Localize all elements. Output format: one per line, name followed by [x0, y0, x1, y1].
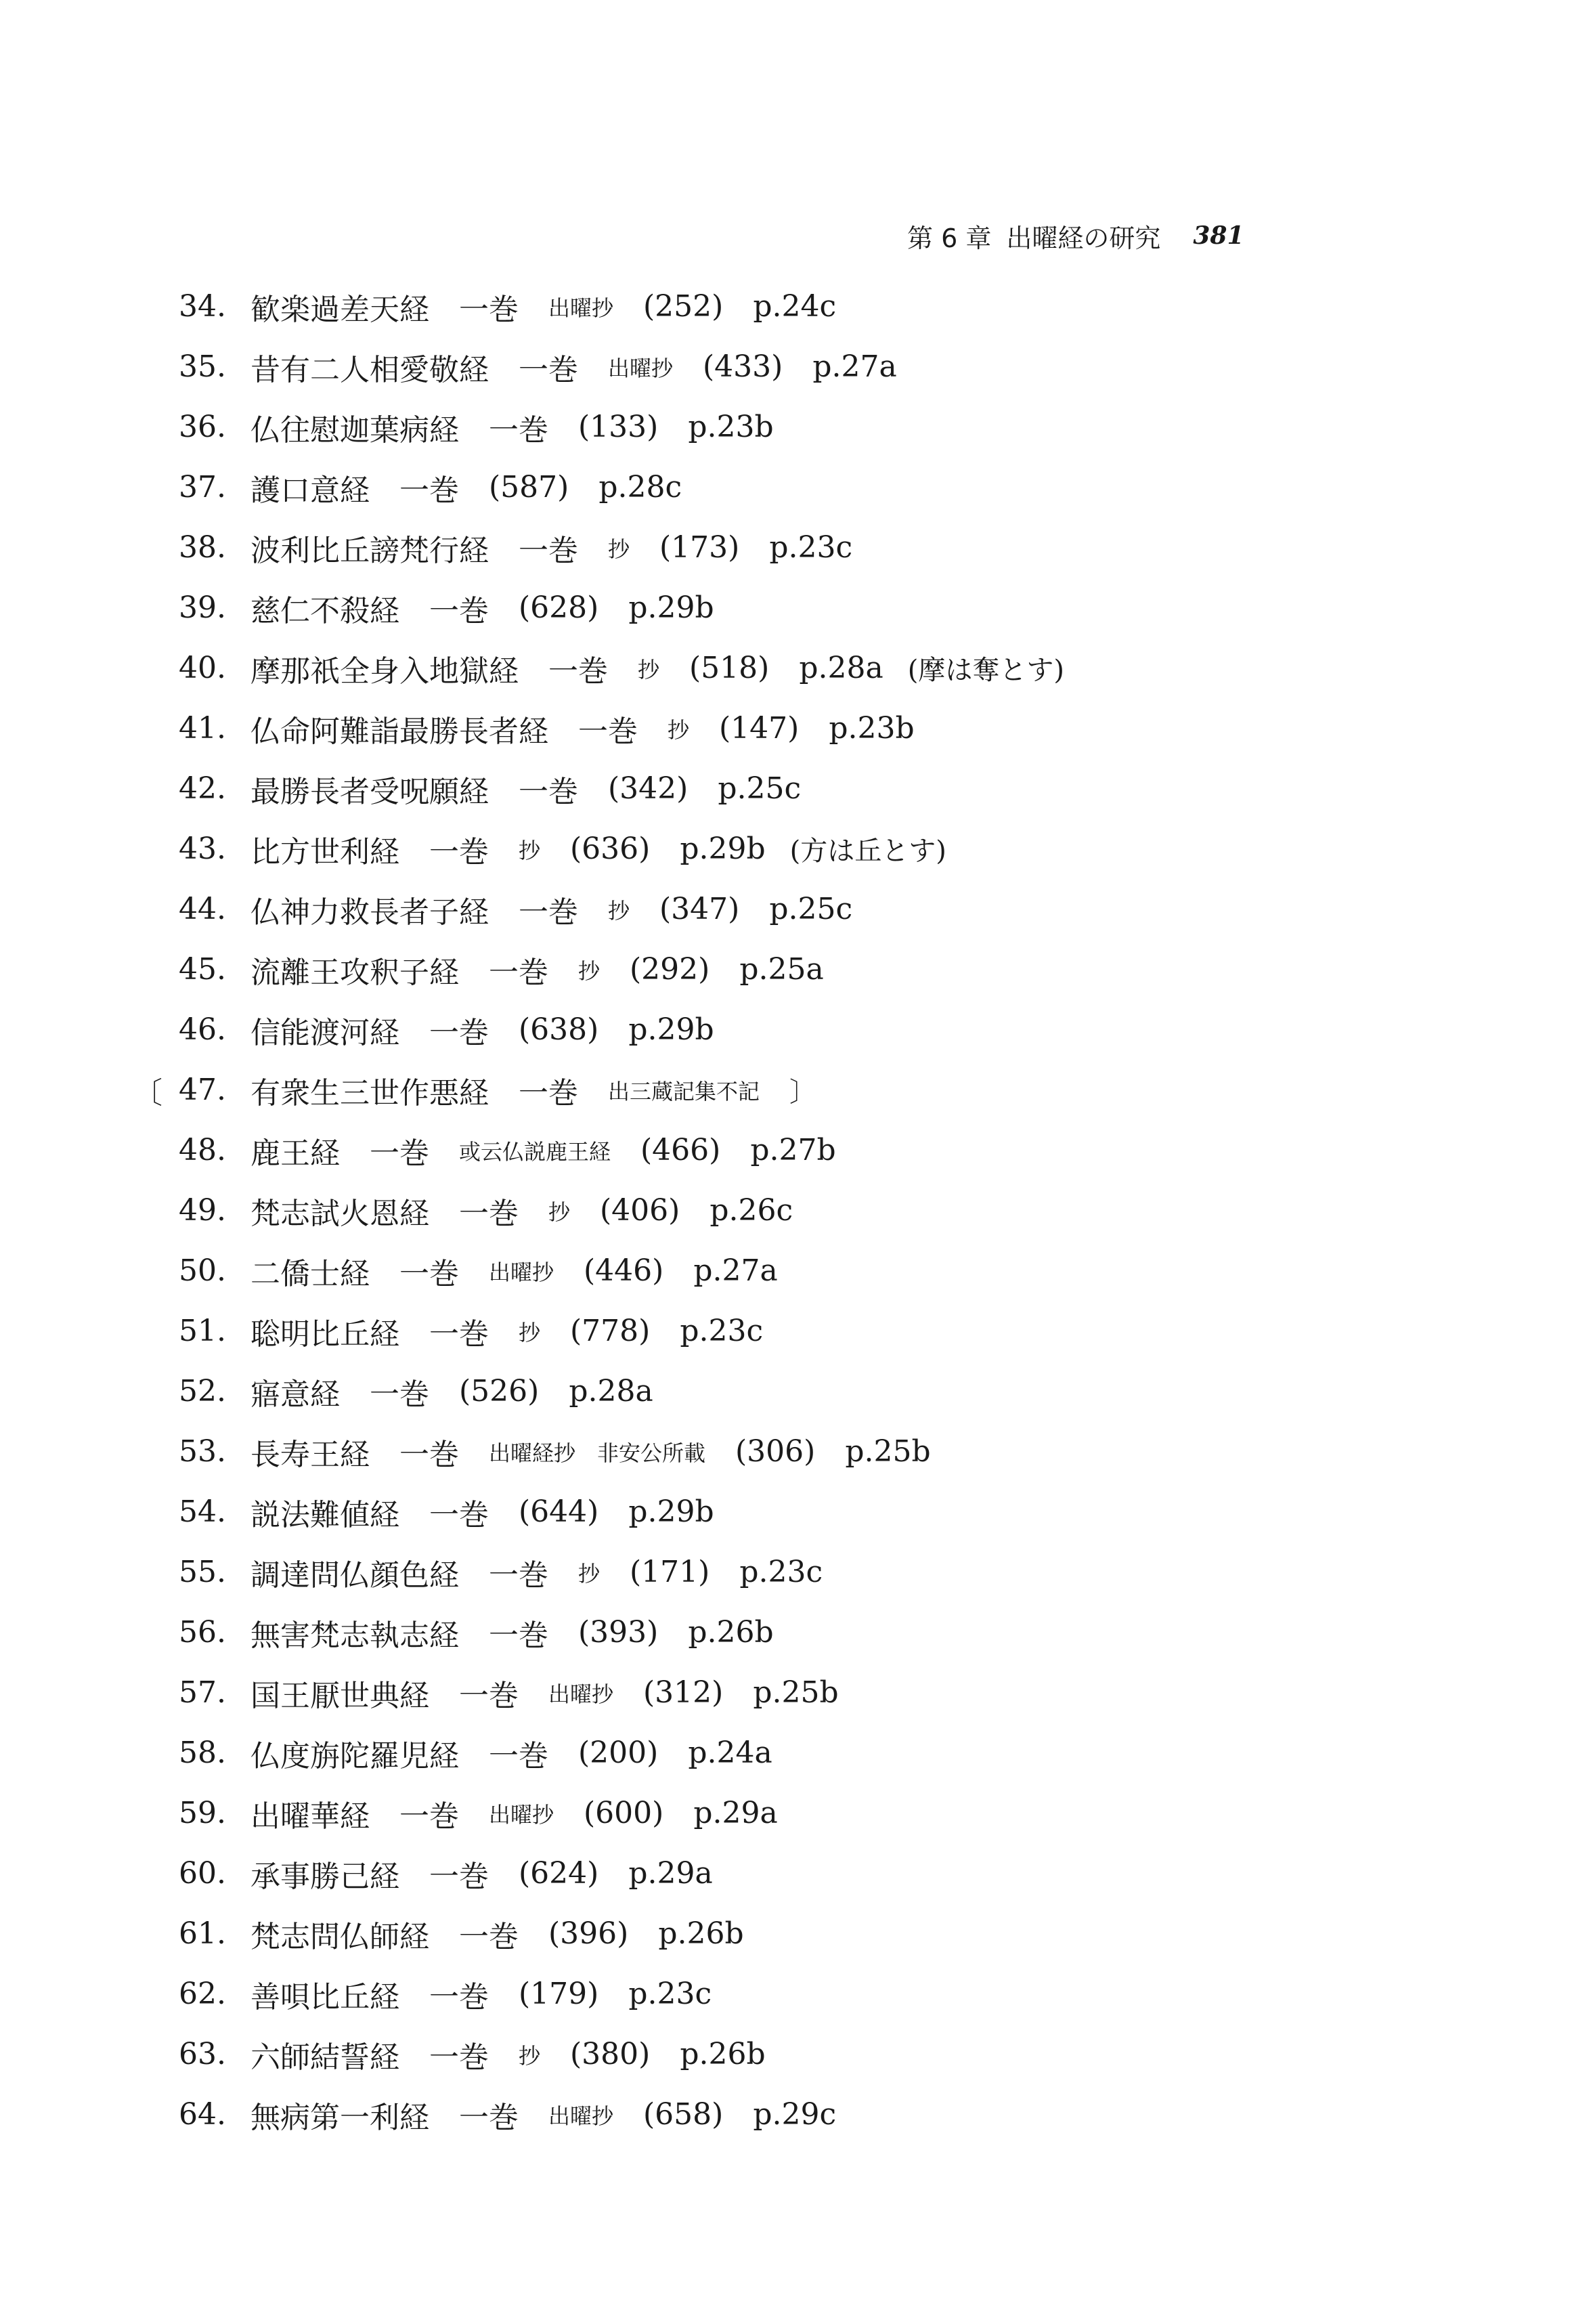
entry-number: 46.	[179, 1012, 226, 1047]
entry-title: 波利比丘謗梵行経	[250, 533, 489, 568]
entry-volume: 一巻	[459, 2100, 519, 2135]
entry-number: 42.	[179, 771, 226, 806]
entry-page-ref: p.23c	[769, 530, 853, 565]
entry-title: 調達問仏顔色経	[250, 1557, 459, 1593]
entry-title: 護口意経	[250, 473, 370, 508]
entry-number: 43.	[179, 832, 226, 866]
entry-number: 38.	[179, 530, 226, 565]
entry-note: 出曜抄	[489, 1259, 554, 1285]
entry-title: 仏神力救長者子経	[250, 895, 489, 930]
entry-code: (624)	[519, 1856, 599, 1891]
entry-title: 比方世利経	[250, 834, 399, 869]
entry-code: (396)	[548, 1916, 629, 1951]
entry-number: 45.	[179, 952, 226, 987]
entry-volume: 一巻	[399, 473, 459, 508]
entry-number: 51.	[179, 1314, 226, 1348]
entry-remark: (摩は奪とす)	[907, 655, 1064, 686]
entry-number: 64.	[179, 2097, 226, 2132]
entry-code: (518)	[689, 651, 770, 685]
entry-note: 抄	[519, 2042, 541, 2069]
entry-number: 40.	[179, 651, 226, 685]
entry-note: 出曜抄	[489, 1801, 554, 1828]
entry-volume: 一巻	[489, 1738, 548, 1773]
entry-page-ref: p.26b	[680, 2037, 766, 2071]
entry-page-ref: p.23c	[739, 1555, 823, 1589]
entry-page-ref: p.29b	[628, 1012, 714, 1047]
entry-page-ref: p.29a	[628, 1856, 713, 1891]
entry-code: (587)	[489, 470, 569, 504]
entry-title: 仏往慰迦葉病経	[250, 412, 459, 448]
entry-page-ref: p.26b	[658, 1916, 744, 1951]
list-item	[133, 1241, 1419, 1301]
entry-title: 仏度旃陀羅児経	[250, 1738, 459, 1773]
list-item	[133, 1180, 1419, 1241]
entry-title: 梵志問仏師経	[250, 1919, 429, 1954]
entry-page-ref: p.29b	[628, 590, 714, 625]
entry-number: 56.	[179, 1615, 226, 1650]
entry-page-ref: p.27b	[750, 1133, 836, 1167]
entry-note: 抄	[519, 837, 541, 863]
list-item	[133, 1120, 1419, 1180]
list-item	[133, 2024, 1419, 2084]
entry-code: (179)	[519, 1977, 599, 2011]
entry-volume: 一巻	[459, 292, 519, 327]
entry-volume: 一巻	[429, 1497, 489, 1532]
entry-page-ref: p.29c	[753, 2097, 837, 2132]
list-item	[133, 758, 1419, 819]
entry-number: 53.	[179, 1434, 226, 1469]
entry-title: 無害梵志執志経	[250, 1618, 459, 1653]
entry-volume: 一巻	[429, 1979, 489, 2015]
entry-page-ref: p.28a	[569, 1374, 653, 1408]
list-item	[133, 337, 1419, 397]
entry-code: (380)	[570, 2037, 651, 2071]
entry-title: 最勝長者受呪願経	[250, 774, 489, 809]
entry-volume: 一巻	[429, 2040, 489, 2075]
entry-title: 仏命阿難詣最勝長者経	[250, 714, 548, 749]
entry-volume: 一巻	[519, 774, 578, 809]
entry-number: 37.	[179, 470, 226, 504]
entry-title: 信能渡河経	[250, 1015, 399, 1050]
entry-volume: 一巻	[399, 1437, 459, 1472]
entry-note: 出曜経抄 非安公所載	[489, 1440, 706, 1466]
entry-volume: 一巻	[429, 1316, 489, 1352]
list-item	[133, 578, 1419, 638]
entry-title: 国王厭世典経	[250, 1678, 429, 1713]
entry-code: (200)	[578, 1736, 659, 1770]
list-item	[133, 879, 1419, 939]
list-item	[133, 1843, 1419, 1903]
entry-code: (133)	[578, 410, 659, 444]
chapter-label: 第 6 章	[907, 223, 992, 253]
entry-code: (312)	[643, 1675, 724, 1710]
entry-number: 35.	[179, 349, 226, 384]
list-item	[133, 457, 1419, 517]
entry-volume: 一巻	[370, 1136, 429, 1171]
entry-number: 49.	[179, 1193, 226, 1228]
list-item	[133, 819, 1419, 879]
page-number: 381	[1193, 221, 1244, 250]
entry-volume: 一巻	[459, 1919, 519, 1954]
list-item	[133, 1542, 1419, 1602]
list-item	[133, 276, 1419, 337]
entry-volume: 一巻	[399, 1256, 459, 1291]
entry-code: (778)	[570, 1314, 651, 1348]
entry-page-ref: p.26c	[709, 1193, 793, 1228]
entry-title: 善唄比丘経	[250, 1979, 399, 2015]
entry-volume: 一巻	[489, 412, 548, 448]
entry-number: 54.	[179, 1494, 226, 1529]
entry-page-ref: p.24c	[753, 289, 837, 324]
entry-number: 39.	[179, 590, 226, 625]
entry-page-ref: p.27a	[693, 1253, 778, 1288]
entry-title: 承事勝己経	[250, 1859, 399, 1894]
entry-page-ref: p.28a	[799, 651, 883, 685]
entry-code: (347)	[659, 892, 740, 926]
entry-page-ref: p.23c	[628, 1977, 712, 2011]
entry-volume: 一巻	[429, 1015, 489, 1050]
entry-number: 59.	[179, 1796, 226, 1830]
entry-title: 寤意経	[250, 1377, 340, 1412]
entry-number: 44.	[179, 892, 226, 926]
entry-number: 50.	[179, 1253, 226, 1288]
sutra-list	[133, 276, 1419, 2145]
entry-title: 流離王攻釈子経	[250, 955, 459, 990]
list-item	[133, 517, 1419, 578]
entry-note: 抄	[638, 656, 660, 683]
list-item	[133, 1964, 1419, 2024]
bracket-close: 〕	[789, 1077, 817, 1108]
list-item	[133, 999, 1419, 1060]
entry-title: 梵志試火恩経	[250, 1196, 429, 1231]
entry-page-ref: p.25c	[769, 892, 853, 926]
entry-page-ref: p.25a	[739, 952, 824, 987]
entry-note: 抄	[608, 536, 630, 562]
entry-number: 55.	[179, 1555, 226, 1589]
list-item	[133, 1421, 1419, 1482]
entry-title: 出曜華経	[250, 1799, 370, 1834]
entry-volume: 一巻	[459, 1678, 519, 1713]
entry-title: 長寿王経	[250, 1437, 370, 1472]
entry-volume: 一巻	[399, 1799, 459, 1834]
entry-volume: 一巻	[489, 1557, 548, 1593]
entry-note: 抄	[548, 1199, 571, 1225]
entry-code: (171)	[630, 1555, 710, 1589]
entry-note: 出曜抄	[548, 295, 614, 321]
entry-title: 昔有二人相愛敬経	[250, 352, 489, 387]
entry-title: 有衆生三世作悪経	[250, 1075, 489, 1111]
entry-title: 慈仁不殺経	[250, 593, 399, 628]
list-item	[133, 2084, 1419, 2145]
entry-code: (433)	[703, 349, 783, 384]
entry-code: (252)	[643, 289, 724, 324]
entry-volume: 一巻	[519, 352, 578, 387]
entry-number: 47.	[179, 1073, 226, 1107]
entry-code: (636)	[570, 832, 651, 866]
entry-code: (600)	[584, 1796, 664, 1830]
entry-volume: 一巻	[519, 1075, 578, 1111]
entry-note: 抄	[578, 1560, 601, 1587]
entry-note: 抄	[519, 1319, 541, 1346]
list-item	[133, 397, 1419, 457]
list-item	[133, 1361, 1419, 1421]
entry-note: 抄	[608, 897, 630, 924]
entry-code: (446)	[584, 1253, 664, 1288]
entry-volume: 一巻	[429, 1859, 489, 1894]
entry-volume: 一巻	[370, 1377, 429, 1412]
entry-page-ref: p.23b	[829, 711, 915, 746]
entry-code: (658)	[643, 2097, 724, 2132]
entry-title: 無病第一利経	[250, 2100, 429, 2135]
list-item	[133, 1602, 1419, 1662]
bracket-open: 〔	[133, 1075, 162, 1111]
entry-title: 説法難値経	[250, 1497, 399, 1532]
entry-code: (406)	[600, 1193, 680, 1228]
list-item	[133, 1903, 1419, 1964]
entry-page-ref: p.28c	[598, 470, 682, 504]
entry-title: 歓楽過差天経	[250, 292, 429, 327]
list-item	[133, 1662, 1419, 1723]
entry-volume: 一巻	[429, 593, 489, 628]
entry-volume: 一巻	[429, 834, 489, 869]
entry-volume: 一巻	[489, 1618, 548, 1653]
entry-note: 抄	[668, 716, 690, 743]
entry-volume: 一巻	[578, 714, 638, 749]
entry-number: 36.	[179, 410, 226, 444]
entry-number: 63.	[179, 2037, 226, 2071]
entry-volume: 一巻	[519, 895, 578, 930]
entry-code: (526)	[459, 1374, 540, 1408]
entry-note: 出三蔵記集不記	[608, 1078, 760, 1104]
entry-code: (342)	[608, 771, 689, 806]
entry-page-ref: p.29a	[693, 1796, 778, 1830]
entry-page-ref: p.25b	[753, 1675, 839, 1710]
entry-number: 41.	[179, 711, 226, 746]
list-item	[133, 939, 1419, 999]
entry-code: (644)	[519, 1494, 599, 1529]
list-item	[133, 1301, 1419, 1361]
entry-page-ref: p.23c	[680, 1314, 764, 1348]
entry-page-ref: p.24a	[688, 1736, 772, 1770]
entry-page-ref: p.29b	[680, 832, 766, 866]
entry-page-ref: p.26b	[688, 1615, 774, 1650]
list-item	[133, 1060, 1419, 1120]
entry-remark: (方は丘とす)	[789, 836, 946, 867]
entry-note: 出曜抄	[548, 2103, 614, 2129]
entry-page-ref: p.23b	[688, 410, 774, 444]
entry-number: 61.	[179, 1916, 226, 1951]
entry-volume: 一巻	[459, 1196, 519, 1231]
entry-title: 摩那祇全身入地獄経	[250, 653, 519, 689]
entry-code: (292)	[630, 952, 710, 987]
entry-title: 二僑士経	[250, 1256, 370, 1291]
entry-page-ref: p.25b	[845, 1434, 931, 1469]
entry-number: 60.	[179, 1856, 226, 1891]
entry-code: (173)	[659, 530, 740, 565]
entry-number: 34.	[179, 289, 226, 324]
entry-title: 六師結誓経	[250, 2040, 399, 2075]
entry-page-ref: p.25c	[718, 771, 802, 806]
list-item	[133, 1783, 1419, 1843]
entry-volume: 一巻	[489, 955, 548, 990]
entry-code: (638)	[519, 1012, 599, 1047]
entry-number: 52.	[179, 1374, 226, 1408]
entry-code: (306)	[735, 1434, 816, 1469]
entry-page-ref: p.29b	[628, 1494, 714, 1529]
entry-code: (393)	[578, 1615, 659, 1650]
entry-number: 58.	[179, 1736, 226, 1770]
entry-title: 聡明比丘経	[250, 1316, 399, 1352]
entry-note: 出曜抄	[608, 355, 674, 381]
list-item	[133, 1482, 1419, 1542]
entry-volume: 一巻	[548, 653, 608, 689]
running-header	[907, 215, 1300, 256]
list-item	[133, 1723, 1419, 1783]
entry-note: 出曜抄	[548, 1681, 614, 1707]
entry-volume: 一巻	[519, 533, 578, 568]
entry-title: 鹿王経	[250, 1136, 340, 1171]
entry-number: 57.	[179, 1675, 226, 1710]
entry-note: 抄	[578, 957, 601, 984]
entry-note: 或云仏説鹿王経	[459, 1138, 611, 1165]
entry-page-ref: p.27a	[812, 349, 897, 384]
entry-code: (147)	[719, 711, 800, 746]
list-item	[133, 638, 1419, 698]
entry-number: 62.	[179, 1977, 226, 2011]
entry-code: (466)	[640, 1133, 721, 1167]
entry-number: 48.	[179, 1133, 226, 1167]
list-item	[133, 698, 1419, 758]
chapter-title: 出曜経の研究	[1006, 223, 1161, 253]
entry-code: (628)	[519, 590, 599, 625]
